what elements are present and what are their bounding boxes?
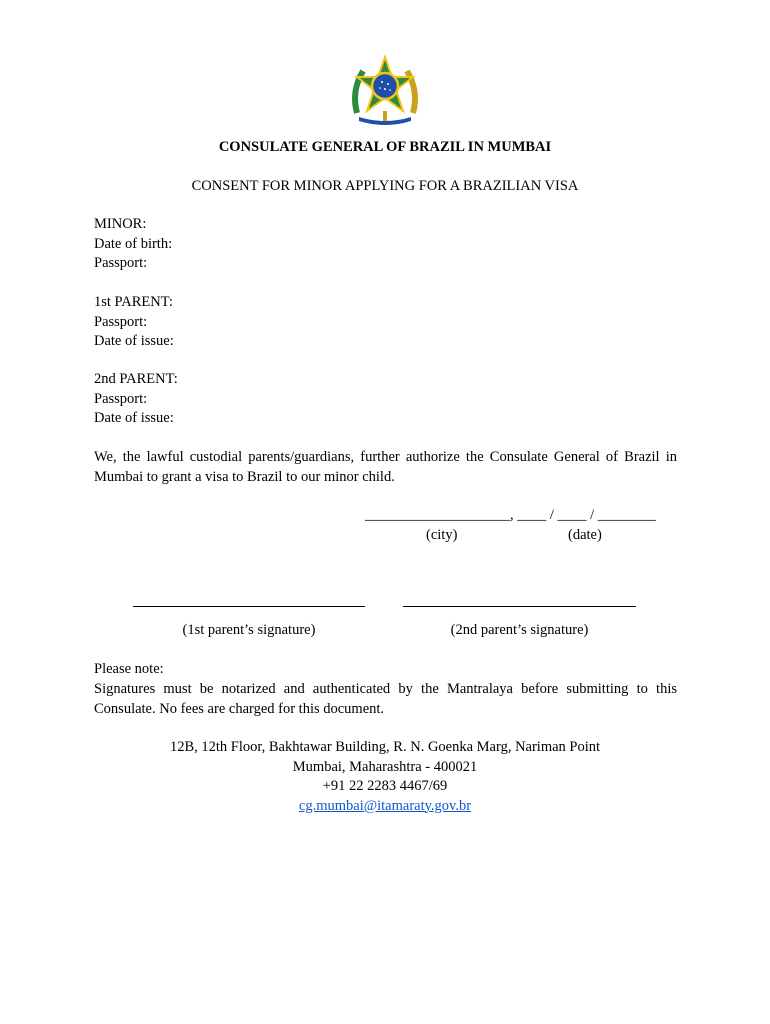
place-date-line: ____________________, ____ / ____ / ________ (365, 507, 656, 523)
form-title: CONSENT FOR MINOR APPLYING FOR A BRAZILIAN VISA (191, 178, 579, 194)
consulate-contact (0, 738, 770, 816)
second-signature-label: (2nd parent’s signature) (450, 622, 589, 638)
minor-dob-label: Date of birth: (94, 235, 173, 252)
brazil-coat-of-arms-icon (347, 55, 423, 127)
parent2-passport-label: Passport: (94, 390, 148, 407)
second-signature-line (403, 606, 636, 607)
minor-section (94, 215, 172, 274)
parent2-issue-label: Date of issue: (94, 410, 174, 426)
parent1-issue-label: Date of issue: (94, 333, 174, 349)
consulate-heading: CONSULATE GENERAL OF BRAZIL IN MUMBAI (218, 139, 552, 155)
footer-address: 12B, 12th Floor, Bakhtawar Building, R. N. Goenka Marg, Nariman Point (169, 739, 601, 755)
parent1-passport-label: Passport: (94, 313, 148, 330)
minor-heading: MINOR: (94, 216, 147, 232)
city-label: (city) (426, 527, 458, 543)
date-label: (date) (568, 527, 602, 543)
note-text: Signatures must be notarized and authenticated by the Mantralaya before submitting to this Consulate. No fees are charged for this document. (94, 681, 677, 717)
parent1-section (94, 293, 174, 352)
minor-passport-label: Passport: (94, 255, 148, 271)
parent1-heading: 1st PARENT: (94, 294, 173, 310)
first-signature-line (133, 606, 365, 607)
first-signature-label: (1st parent’s signature) (182, 622, 316, 638)
note-heading: Please note: (94, 661, 164, 677)
footer-city: Mumbai, Maharashtra - 400021 (292, 758, 478, 775)
parent2-section (94, 370, 178, 429)
email-link[interactable]: cg.mumbai@itamaraty.gov.br (298, 797, 472, 814)
authorization-paragraph: We, the lawful custodial parents/guardians, further authorize the Consulate General of Brazil in Mumbai to grant a visa to Brazil to our minor child. (94, 449, 677, 485)
parent2-heading: 2nd PARENT: (94, 371, 178, 387)
footer-phone: +91 22 2283 4467/69 (322, 778, 448, 794)
